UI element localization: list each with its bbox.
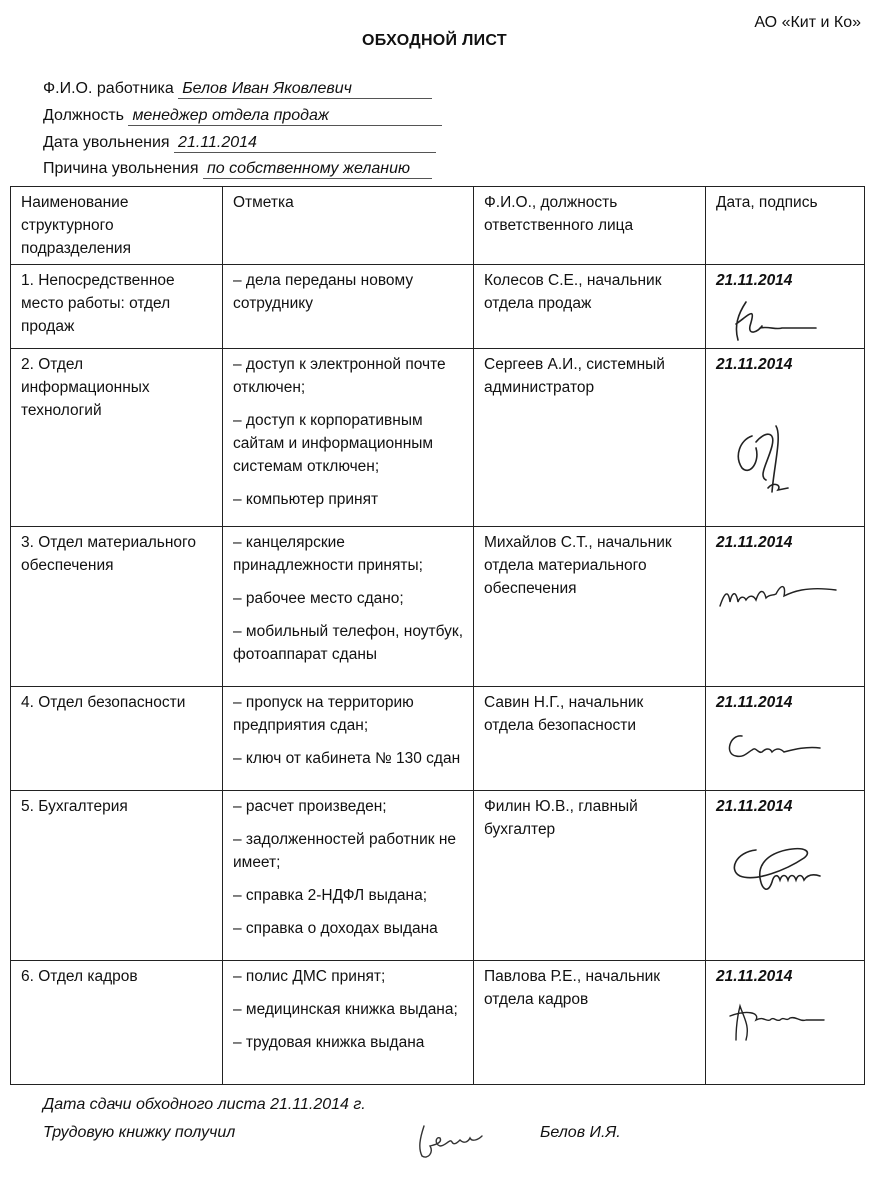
field-dismissal-date-label: Дата увольнения bbox=[43, 134, 170, 151]
handover-label: Дата сдачи обходного листа bbox=[43, 1096, 266, 1113]
sign-date: 21.11.2014 bbox=[716, 272, 793, 289]
table-row bbox=[11, 791, 865, 961]
header-department: Наименование структурного подразделения bbox=[11, 187, 223, 265]
field-reason-value: по собственному желанию bbox=[203, 160, 432, 179]
mark-item: – рабочее место сдано; bbox=[233, 590, 404, 607]
handover-date: 21.11.2014 г. bbox=[270, 1096, 366, 1113]
field-fio-label: Ф.И.О. работника bbox=[43, 80, 174, 97]
mark-cell bbox=[223, 527, 474, 687]
department-cell: 2. Отдел информационных технологий bbox=[11, 349, 223, 527]
field-position-label: Должность bbox=[43, 107, 124, 124]
mark-item: – ключ от кабинета № 130 сдан bbox=[233, 750, 461, 767]
department-cell: 1. Непосредственное место работы: отдел продаж bbox=[11, 265, 223, 349]
signature-pavlova-icon bbox=[716, 996, 836, 1050]
mark-item: – дела переданы новому сотруднику bbox=[233, 272, 414, 312]
field-position bbox=[43, 107, 442, 126]
field-position-value: менеджер отдела продаж bbox=[128, 107, 442, 126]
mark-cell bbox=[223, 349, 474, 527]
table-header-row bbox=[11, 187, 865, 265]
field-dismissal-date bbox=[43, 134, 436, 153]
mark-item: – справка о доходах выдана bbox=[233, 920, 438, 937]
mark-item: – пропуск на территорию предприятия сдан; bbox=[233, 694, 414, 734]
date-signature-cell bbox=[706, 349, 865, 527]
sign-date: 21.11.2014 bbox=[716, 798, 793, 815]
department-cell: 3. Отдел материального обеспечения bbox=[11, 527, 223, 687]
person-cell: Михайлов С.Т., начальник отдела материального обеспечения bbox=[474, 527, 706, 687]
signature-filin-icon bbox=[716, 830, 846, 902]
signature-mikhailov-icon bbox=[716, 568, 846, 618]
table-row bbox=[11, 349, 865, 527]
sign-date: 21.11.2014 bbox=[716, 356, 793, 373]
person-cell: Павлова Р.Е., начальник отдела кадров bbox=[474, 961, 706, 1085]
mark-item: – полис ДМС принят; bbox=[233, 968, 386, 985]
mark-item: – медицинская книжка выдана; bbox=[233, 1001, 458, 1018]
field-dismissal-date-value: 21.11.2014 bbox=[174, 134, 436, 153]
department-cell: 6. Отдел кадров bbox=[11, 961, 223, 1085]
mark-item: – доступ к корпоративным сайтам и информационным системам отключен; bbox=[233, 412, 434, 475]
signature-kolesov-icon bbox=[716, 296, 836, 344]
mark-item: – справка 2-НДФЛ выдана; bbox=[233, 887, 427, 904]
clearance-table bbox=[10, 186, 865, 1085]
header-date-signature: Дата, подпись bbox=[706, 187, 865, 265]
organization-name: АО «Кит и Ко» bbox=[754, 14, 861, 31]
table-row bbox=[11, 265, 865, 349]
table-row bbox=[11, 961, 865, 1085]
mark-item: – трудовая книжка выдана bbox=[233, 1034, 425, 1051]
page-title: ОБХОДНОЙ ЛИСТ bbox=[362, 32, 507, 49]
field-reason bbox=[43, 160, 432, 179]
mark-item: – расчет произведен; bbox=[233, 798, 387, 815]
mark-item: – канцелярские принадлежности приняты; bbox=[233, 534, 423, 574]
work-book-received: Трудовую книжку получил bbox=[43, 1124, 236, 1141]
field-reason-label: Причина увольнения bbox=[43, 160, 199, 177]
mark-cell bbox=[223, 961, 474, 1085]
sign-date: 21.11.2014 bbox=[716, 968, 793, 985]
date-signature-cell bbox=[706, 527, 865, 687]
signature-belov-icon bbox=[412, 1118, 502, 1162]
mark-cell bbox=[223, 265, 474, 349]
date-signature-cell bbox=[706, 687, 865, 791]
sign-date: 21.11.2014 bbox=[716, 534, 793, 551]
date-signature-cell bbox=[706, 791, 865, 961]
department-cell: 5. Бухгалтерия bbox=[11, 791, 223, 961]
header-mark: Отметка bbox=[223, 187, 474, 265]
mark-cell bbox=[223, 687, 474, 791]
department-cell: 4. Отдел безопасности bbox=[11, 687, 223, 791]
person-cell: Колесов С.Е., начальник отдела продаж bbox=[474, 265, 706, 349]
mark-cell bbox=[223, 791, 474, 961]
person-cell: Сергеев А.И., системный администратор bbox=[474, 349, 706, 527]
handover-line bbox=[43, 1096, 366, 1114]
sign-date: 21.11.2014 bbox=[716, 694, 793, 711]
table-row bbox=[11, 527, 865, 687]
signature-sergeev-icon bbox=[716, 396, 836, 506]
signer-name: Белов И.Я. bbox=[540, 1124, 621, 1141]
field-fio bbox=[43, 80, 432, 99]
mark-item: – компьютер принят bbox=[233, 491, 379, 508]
date-signature-cell bbox=[706, 265, 865, 349]
mark-item: – мобильный телефон, ноутбук, фотоаппарат сданы bbox=[233, 623, 463, 663]
table-row bbox=[11, 687, 865, 791]
field-fio-value: Белов Иван Яковлевич bbox=[178, 80, 432, 99]
person-cell: Савин Н.Г., начальник отдела безопасности bbox=[474, 687, 706, 791]
mark-item: – задолженностей работник не имеет; bbox=[233, 831, 456, 871]
signature-savin-icon bbox=[716, 724, 836, 768]
header-person: Ф.И.О., должность ответственного лица bbox=[474, 187, 706, 265]
mark-item: – доступ к электронной почте отключен; bbox=[233, 356, 446, 396]
person-cell: Филин Ю.В., главный бухгалтер bbox=[474, 791, 706, 961]
date-signature-cell bbox=[706, 961, 865, 1085]
